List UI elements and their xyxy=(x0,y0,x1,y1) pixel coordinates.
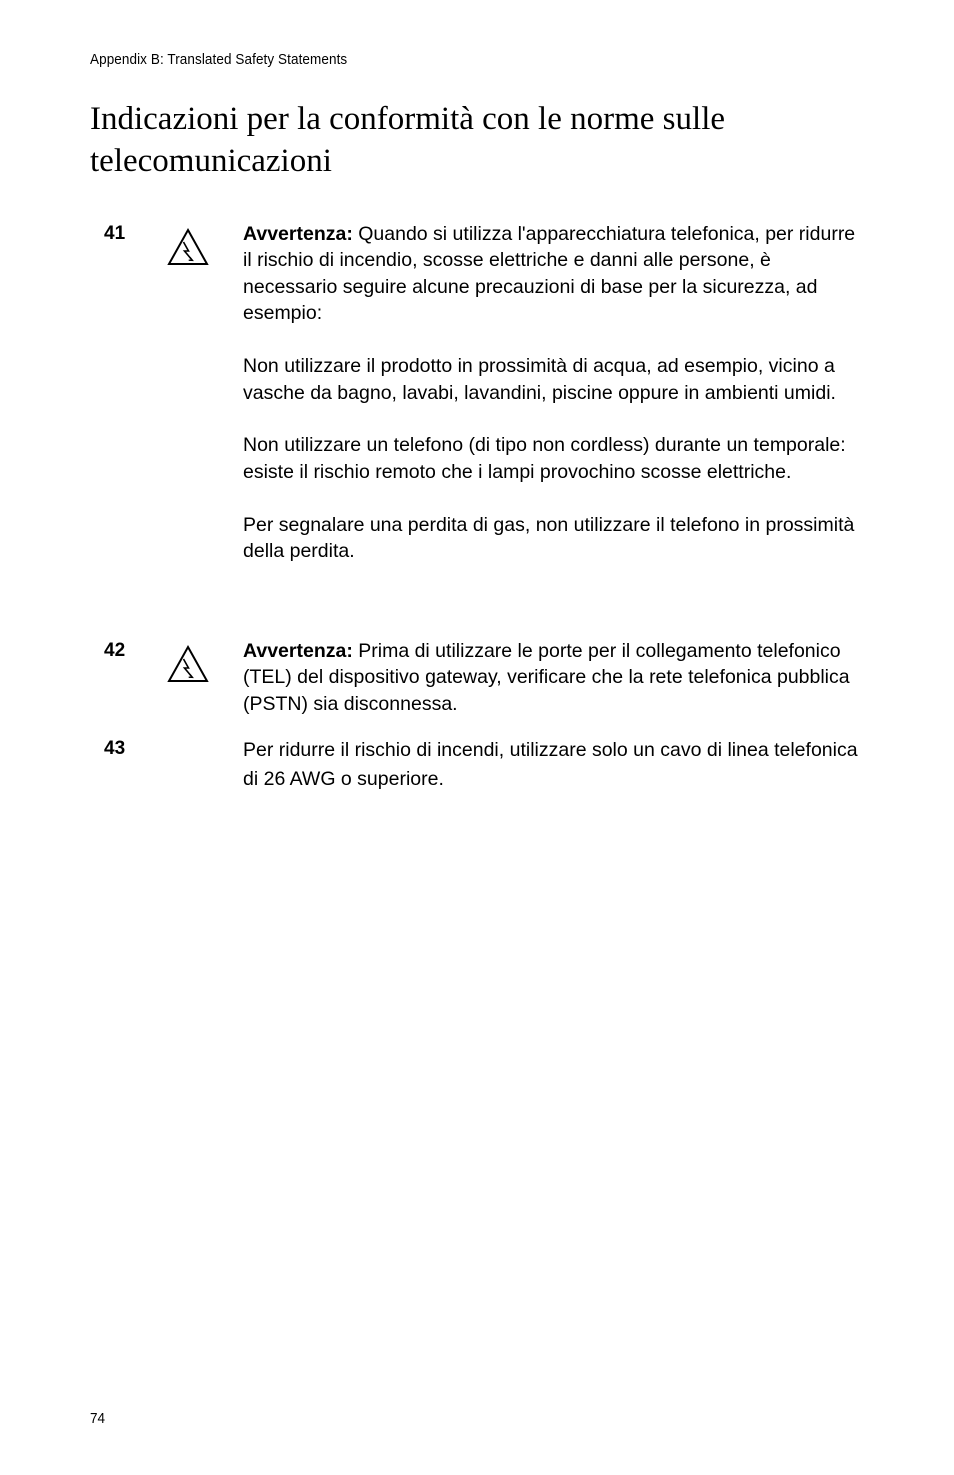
page-title: Indicazioni per la conformità con le norme sulle telecomunicazioni xyxy=(90,101,726,179)
warning-label: Avvertenza: xyxy=(243,223,353,245)
statement-number: 43 xyxy=(104,738,126,759)
statement-paragraph: Non utilizzare un telefono (di tipo non cordless) durante un temporale: esiste il rischio remoto che i lampi provochino scosse elettriche. xyxy=(243,434,846,483)
warning-label: Avvertenza: xyxy=(243,640,353,662)
statement-body xyxy=(243,221,868,565)
statement-paragraph: Non utilizzare il prodotto in prossimità di acqua, ad esempio, vicino a vasche da bagno, lavabi, lavandini, piscine oppure in ambienti umidi. xyxy=(243,355,836,404)
statement-paragraph xyxy=(243,221,868,327)
statement-paragraph xyxy=(243,638,868,717)
running-header: Appendix B: Translated Safety Statements xyxy=(90,51,348,68)
statement-paragraph: Per segnalare una perdita di gas, non utilizzare il telefono in prossimità della perdita. xyxy=(243,513,855,563)
statement-body xyxy=(243,638,868,717)
statement-text: Prima di utilizzare le porte per il collegamento telefonico (TEL) del dispositivo gateway, verificare che la rete telefonica pubblica (PSTN) sia disconnessa. xyxy=(243,640,850,715)
page-number: 74 xyxy=(90,1410,106,1427)
statement-body xyxy=(243,736,868,793)
statement-number: 41 xyxy=(104,223,126,244)
electric-shock-warning-icon xyxy=(166,644,210,684)
statement-number: 42 xyxy=(104,640,126,661)
electric-shock-warning-icon xyxy=(166,227,210,267)
statement-paragraph: Per ridurre il rischio di incendi, utilizzare solo un cavo di linea telefonica di 26 AWG o superiore. xyxy=(243,739,858,790)
statement-text: Quando si utilizza l'apparecchiatura telefonica, per ridurre il rischio di incendio, scosse elettriche e danni alle persone, è necessario seguire alcune precauzioni di base per la sicurezza, ad esempio: xyxy=(243,223,856,325)
